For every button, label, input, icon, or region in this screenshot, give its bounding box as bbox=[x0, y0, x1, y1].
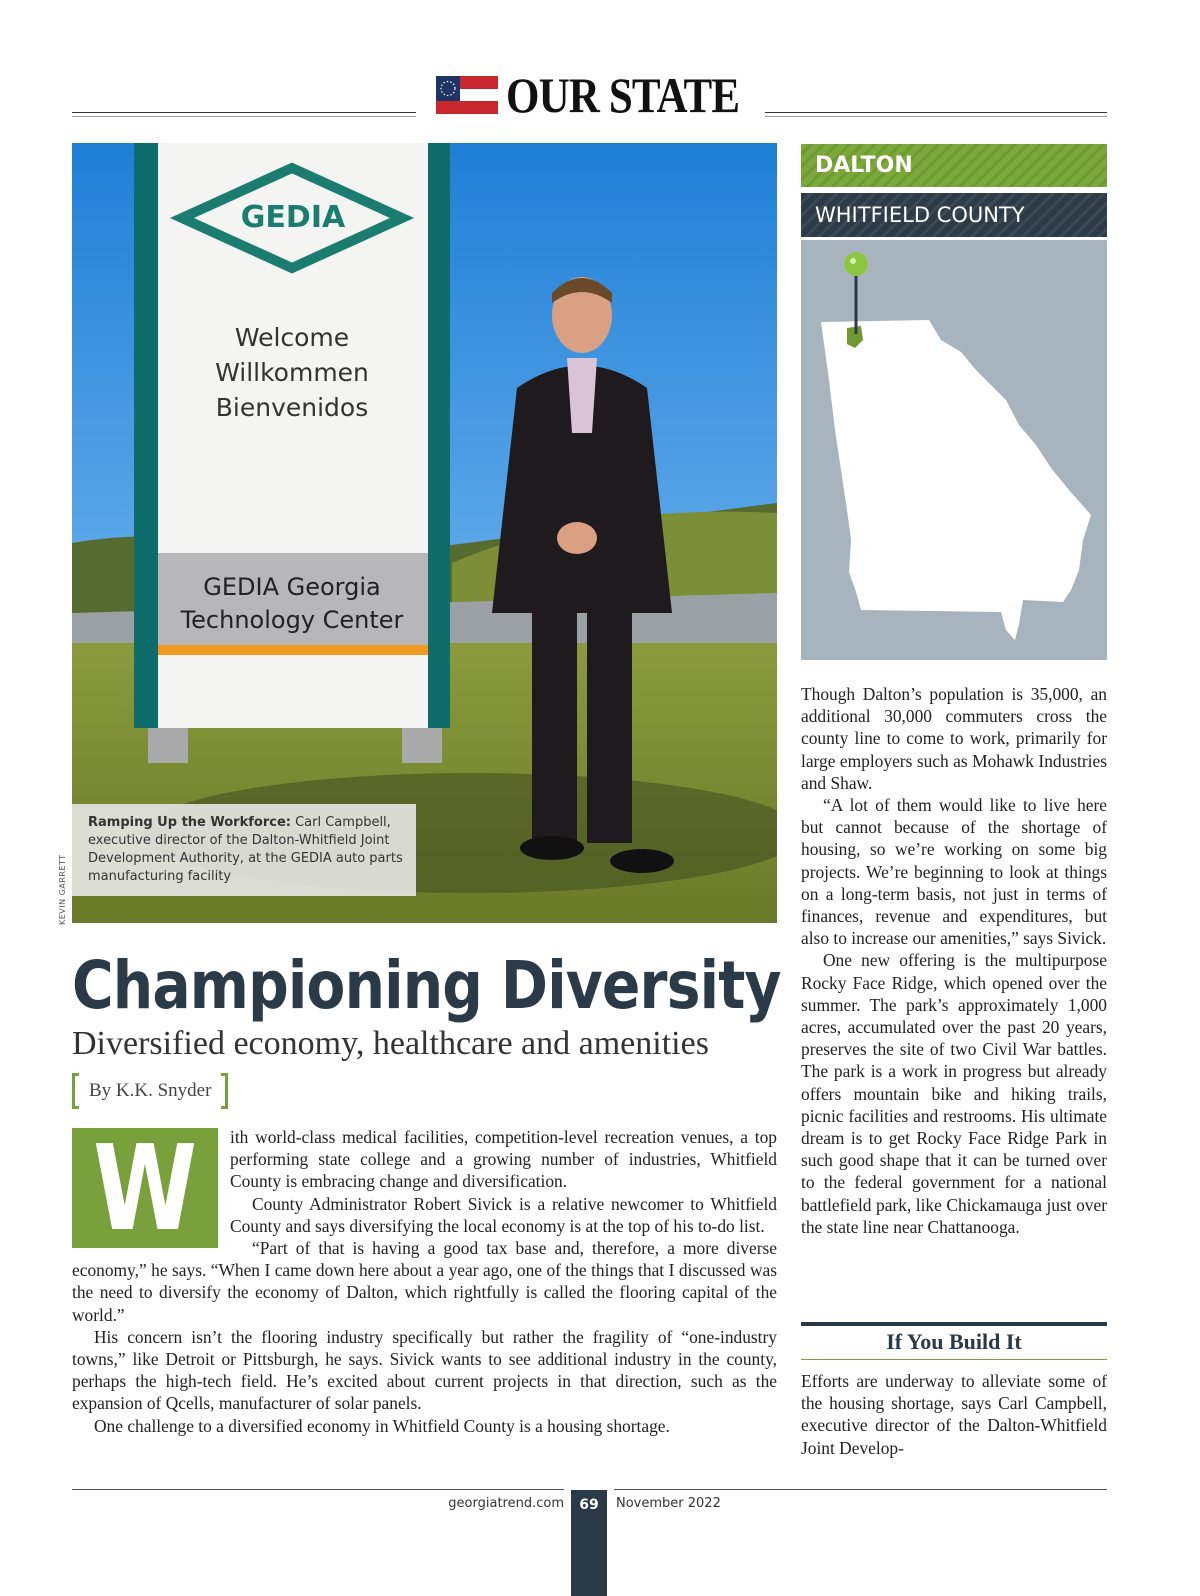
section-title: OUR STATE bbox=[506, 67, 740, 123]
body-paragraph: ith world-class medical facilities, competition-level recreation venues, a top performing state college and a growing number of industries, Whitfield County is embracing change and diversification. bbox=[230, 1127, 777, 1192]
header-rule-left bbox=[72, 112, 416, 113]
footer-site: georgiatrend.com bbox=[448, 1496, 564, 1511]
georgia-flag-icon bbox=[436, 76, 498, 114]
body-paragraph: One challenge to a diversified economy in Whitfield County is a housing shortage. bbox=[94, 1415, 670, 1436]
drop-cap: W bbox=[72, 1128, 218, 1248]
footer-rule-right bbox=[614, 1489, 1107, 1490]
article-dek: Diversified economy, healthcare and amenities bbox=[72, 1025, 709, 1062]
sidebar-paragraph: Efforts are underway to alleviate some of the housing shortage, says Carl Campbell, executive director of the Dalton-Whitfield Joint Develop- bbox=[801, 1371, 1107, 1458]
sign-welcome-line-3: Bienvenidos bbox=[215, 393, 369, 422]
body-paragraph: One new offering is the multipurpose Rocky Face Ridge, which opened over the summer. The park’s approximately 1,000 acres, accumulated over the past 20 years, preserves the site of two Civil War battles. The park is a work in progress but already offers mountain bike and hiking trails, picnic facilities and restrooms. His ultimate dream is to get Rocky Face Ridge Park in such good shape that it can be turned over to the federal government for a national battlefield park, like Chickamauga just over the state line near Chattanooga. bbox=[801, 950, 1107, 1237]
sidebar-rule-bottom bbox=[801, 1359, 1107, 1360]
body-paragraph: “Part of that is having a good tax base and, therefore, a more diverse economy,” he says. “When I came down here about a year ago, one of the things that I discussed was the need to diversify the economy of Dalton, which rightfully is called the flooring capital of the world.” bbox=[72, 1238, 777, 1325]
georgia-state-shape bbox=[821, 320, 1091, 640]
article-body-main bbox=[72, 1126, 777, 1437]
footer-rule-left bbox=[72, 1489, 564, 1490]
georgia-locator-map bbox=[801, 240, 1107, 660]
body-paragraph: His concern isn’t the flooring industry specifically but rather the fragility of “one-industry towns,” like Detroit or Pittsburgh, he says. Sivick wants to see additional industry in the county, perhaps the high-tech field. He’s excited about current projects in that direction, such as the expansion of Qcells, manufacturer of solar panels. bbox=[72, 1326, 777, 1414]
body-paragraph: County Administrator Robert Sivick is a relative newcomer to Whitfield County and says diversifying the local economy is at the top of his to-do list. bbox=[230, 1193, 777, 1236]
page-number: 69 bbox=[571, 1490, 607, 1596]
sign-center-line-2: Technology Center bbox=[180, 606, 404, 634]
county-label: WHITFIELD COUNTY bbox=[801, 193, 1107, 237]
byline-text: By K.K. Snyder bbox=[89, 1080, 212, 1101]
sign-welcome-line-1: Welcome bbox=[234, 323, 350, 352]
sidebar-body bbox=[801, 1370, 1107, 1459]
byline-bracket-right bbox=[221, 1073, 228, 1109]
body-paragraph: Though Dalton’s population is 35,000, an additional 30,000 commuters cross the county line to come to work, primarily for large employers such as Mohawk Industries and Shaw. bbox=[801, 684, 1107, 793]
article-body-right bbox=[801, 683, 1107, 1238]
article-headline: Championing Diversity bbox=[72, 947, 781, 1024]
sign-center-line-1: GEDIA Georgia bbox=[203, 573, 381, 601]
byline bbox=[72, 1074, 228, 1108]
caption-body: Carl Campbell, executive director of the Dalton-Whitfield Joint Development Authority, at the GEDIA auto parts manufacturing facility bbox=[88, 815, 403, 884]
caption-lead: Ramping Up the Workforce: bbox=[88, 815, 291, 830]
sign-welcome-line-2: Willkommen bbox=[215, 358, 369, 387]
footer-issue: November 2022 bbox=[616, 1496, 721, 1511]
photo-credit: KEVIN GARRETT bbox=[58, 854, 67, 925]
city-label: DALTON bbox=[801, 144, 1107, 187]
sign-logo-text: GEDIA bbox=[240, 200, 346, 235]
body-paragraph: “A lot of them would like to live here but cannot because of the shortage of housing, so we’re working on some big projects. We’re beginning to look at things on a long-term basis, not just in terms of finances, revenue and expenditures, but also to increase our amenities,” says Sivick. bbox=[801, 795, 1107, 949]
header-rule-right bbox=[765, 112, 1107, 113]
location-pin-icon bbox=[844, 252, 868, 276]
byline-bracket-left bbox=[72, 1073, 79, 1109]
photo-caption bbox=[72, 804, 416, 896]
sidebar-heading: If You Build It bbox=[886, 1329, 1022, 1354]
sidebar-rule-top bbox=[801, 1322, 1107, 1326]
